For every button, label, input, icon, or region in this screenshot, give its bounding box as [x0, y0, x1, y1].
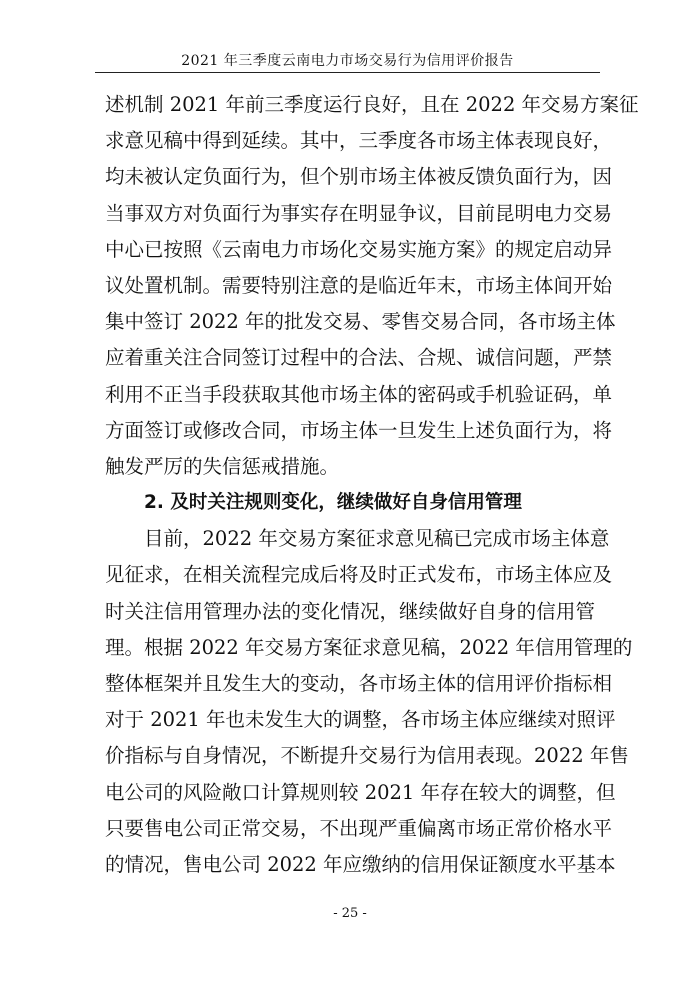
paragraph-line: 电公司的风险敞口计算规则较 2021 年存在较大的调整，但 [105, 780, 616, 804]
paragraph-line: 价指标与自身情况，不断提升交易行为信用表现。2022 年售 [105, 744, 629, 768]
paragraph-line: 中心已按照《云南电力市场化交易实施方案》的规定启动异 [105, 237, 613, 261]
page-number: - 25 - [333, 906, 367, 921]
paragraph-line: 目前，2022 年交易方案征求意见稿已完成市场主体意 [144, 527, 610, 551]
paragraph-line: 理。根据 2022 年交易方案征求意见稿，2022 年信用管理的 [105, 635, 633, 659]
paragraph-line: 均未被认定负面行为，但个别市场主体被反馈负面行为，因 [105, 165, 613, 189]
paragraph-line: 方面签订或修改合同，市场主体一旦发生上述负面行为，将 [105, 418, 613, 442]
report-body [105, 87, 639, 883]
paragraph-line: 集中签订 2022 年的批发交易、零售交易合同，各市场主体 [105, 310, 616, 334]
paragraph-line: 述机制 2021 年前三季度运行良好，且在 2022 年交易方案征 [105, 93, 639, 116]
paragraph-line: 整体框架并且发生大的变动，各市场主体的信用评价指标相 [105, 672, 613, 695]
paragraph-line: 议处置机制。需要特别注意的是临近年末，市场主体间开始 [105, 273, 613, 297]
section-heading: 2. 及时关注规则变化，继续做好自身信用管理 [144, 492, 522, 514]
paragraph-line: 时关注信用管理办法的变化情况，继续做好自身的信用管 [105, 599, 595, 623]
paragraph-line: 触发严厉的失信惩戒措施。 [105, 454, 340, 478]
paragraph-line: 的情况，售电公司 2022 年应缴纳的信用保证额度水平基本 [105, 852, 616, 876]
paragraph-line: 对于 2021 年也未发生大的调整，各市场主体应继续对照评 [105, 708, 616, 732]
paragraph-line: 求意见稿中得到延续。其中，三季度各市场主体表现良好， [105, 129, 613, 153]
paragraph-line: 见征求，在相关流程完成后将及时正式发布，市场主体应及 [105, 563, 613, 587]
paragraph-line: 应着重关注合同签订过程中的合法、合规、诚信问题，严禁 [105, 346, 613, 370]
paragraph-line: 当事双方对负面行为事实存在明显争议，目前昆明电力交易 [105, 201, 613, 225]
paragraph-line: 利用不正当手段获取其他市场主体的密码或手机验证码，单 [105, 382, 613, 406]
running-header-title: 2021 年三季度云南电力市场交易行为信用评价报告 [181, 53, 514, 69]
header-divider [95, 72, 600, 73]
paragraph-line: 只要售电公司正常交易，不出现严重偏离市场正常价格水平 [105, 816, 613, 840]
